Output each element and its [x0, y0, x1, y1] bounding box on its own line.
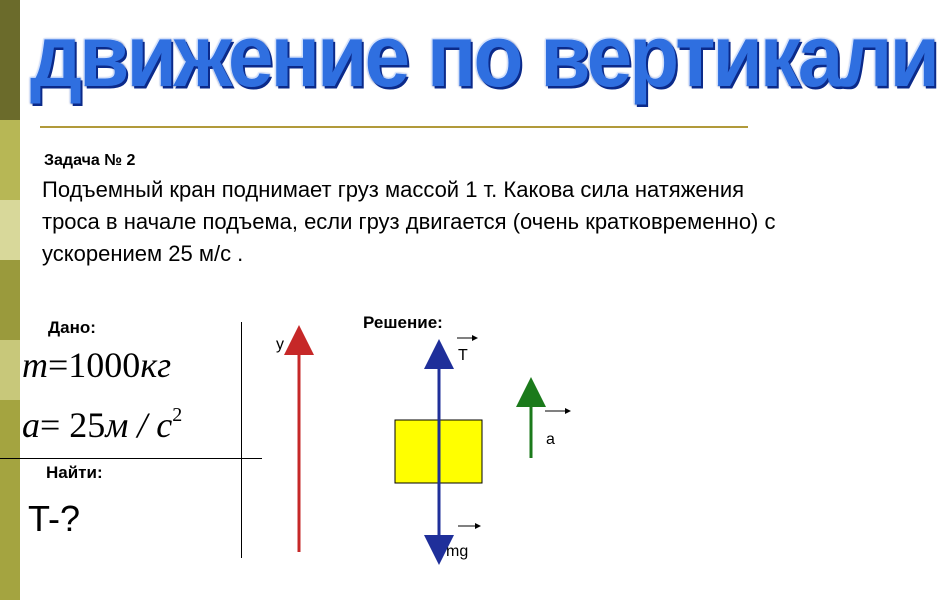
accel-symbol: a: [22, 405, 40, 445]
mass-value: =1000: [48, 345, 141, 385]
slide-title: движение по вертикали: [30, 7, 937, 106]
accel-value: = 25: [40, 405, 106, 445]
given-label: Дано:: [48, 318, 96, 337]
solution-label: Решение:: [363, 313, 443, 332]
accel-exponent: 2: [172, 404, 183, 426]
acceleration-label: a: [546, 431, 555, 448]
mass-symbol: m: [22, 345, 48, 385]
find-value: T-?: [28, 498, 81, 539]
gravity-label: mg: [446, 543, 469, 560]
problem-heading: Задача № 2: [44, 152, 136, 169]
y-axis-label: y: [276, 336, 284, 353]
find-label: Найти:: [46, 463, 103, 482]
accel-unit: м / с: [105, 405, 173, 445]
problem-text: Подъемный кран поднимает груз массой 1 т. Какова сила натяжения троса в начале подъема, если груз двигается (очень кратковременно) с ускорением 25 м/с .: [42, 177, 776, 266]
tension-label: T: [458, 347, 468, 364]
mass-unit: кг: [140, 345, 172, 385]
